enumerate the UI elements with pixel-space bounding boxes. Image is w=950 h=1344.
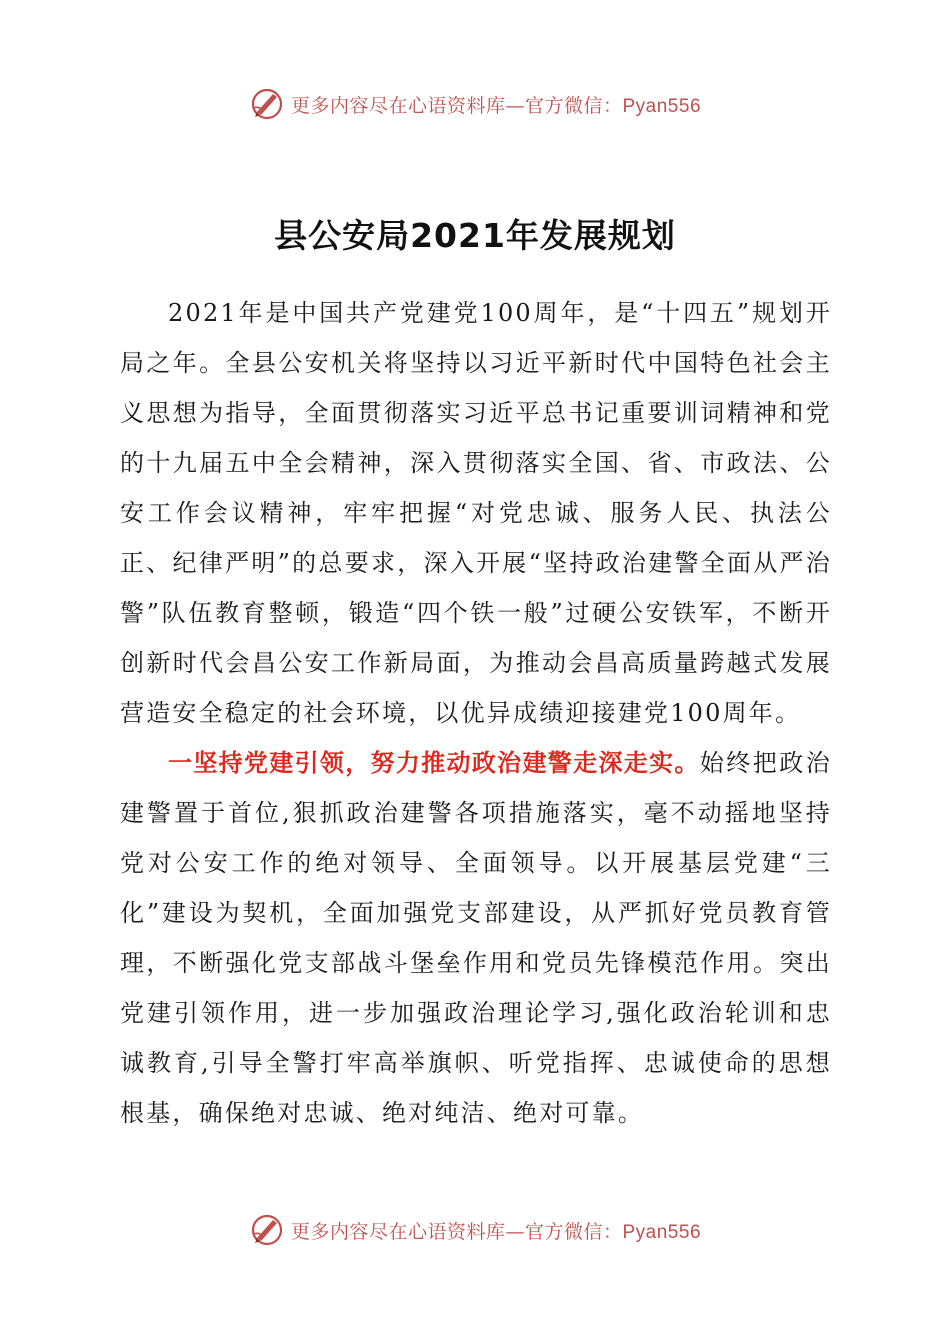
section-body: 始终把政治建警置于首位,狠抓政治建警各项措施落实，毫不动摇地坚持党对公安工作的绝对领导、全面领导。以开展基层党建“三化”建设为契机，全面加强党支部建设，从严抓好党员教育管理，不断强化党支部战斗堡垒作用和党员先锋模范作用。突出党建引领作用，进一步加强政治理论学习,强化政治轮训和忠诚教育,引导全警打牢高举旗帜、听党指挥、忠诚使命的思想根基，确保绝对忠诚、绝对纯洁、绝对可靠。	[120, 749, 832, 1127]
watermark-footer	[0, 1210, 950, 1250]
watermark-wechat-id: Pyan556	[622, 1221, 702, 1243]
watermark-wechat-id: Pyan556	[622, 95, 702, 117]
watermark-text: 更多内容尽在心语资料库—官方微信：Pyan556	[290, 94, 702, 117]
watermark-text: 更多内容尽在心语资料库—官方微信：Pyan556	[290, 1220, 702, 1243]
document-body	[120, 288, 832, 1138]
pen-circle-icon	[249, 1212, 285, 1248]
paragraph-intro: 2021年是中国共产党建党100周年，是“十四五”规划开局之年。全县公安机关将坚持以习近平新时代中国特色社会主义思想为指导，全面贯彻落实习近平总书记重要训词精神和党的十九届五中全会精神，深入贯彻落实全国、省、市政法、公安工作会议精神，牢牢把握“对党忠诚、服务人民、执法公正、纪律严明”的总要求，深入开展“坚持政治建警全面从严治警”队伍教育整顿，锻造“四个铁一般”过硬公安铁军，不断开创新时代会昌公安工作新局面，为推动会昌高质量跨越式发展营造安全稳定的社会环境，以优异成绩迎接建党100周年。	[120, 299, 832, 727]
paragraph-party-building	[120, 738, 832, 1138]
watermark-header	[0, 84, 950, 124]
document-title: 县公安局2021年发展规划	[274, 216, 676, 255]
section-heading: 一坚持党建引领，努力推动政治建警走深走实。	[168, 749, 700, 777]
pen-circle-icon	[249, 86, 285, 122]
